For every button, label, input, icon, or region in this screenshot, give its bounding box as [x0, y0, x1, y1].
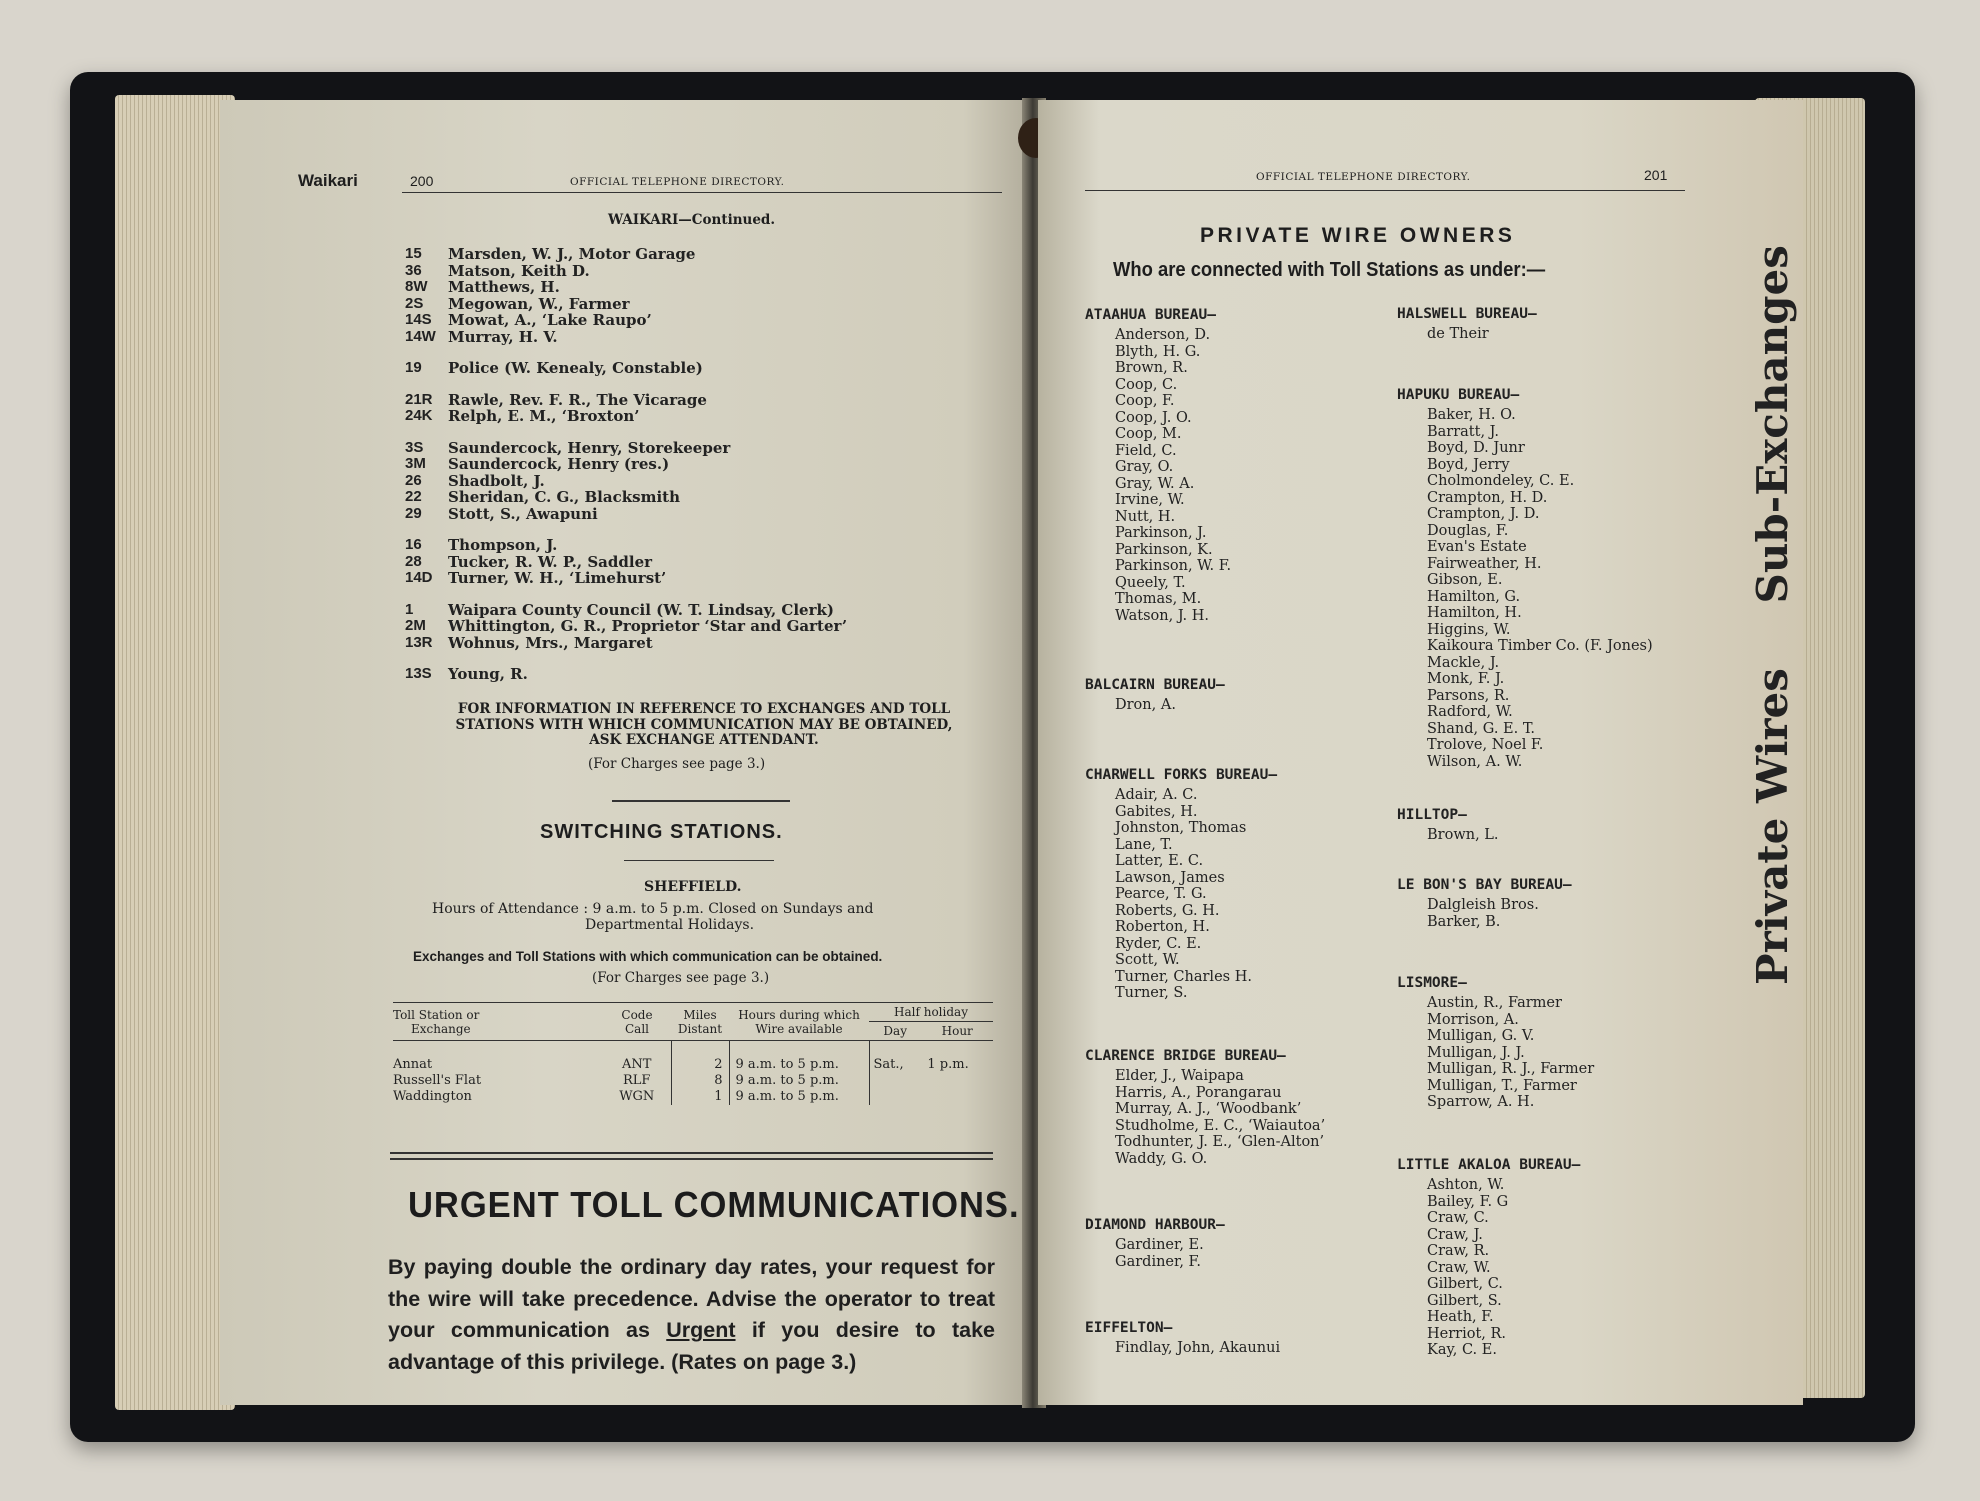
directory-entry — [405, 296, 847, 313]
bureau-member: Dalgleish Bros. — [1427, 897, 1539, 913]
directory-entry — [405, 506, 847, 523]
day-cell: Sat., — [869, 1041, 921, 1074]
bureau-member: Evan's Estate — [1427, 539, 1527, 555]
bureau-member: Radford, W. — [1427, 704, 1513, 720]
bureau-heading: ATAAHUA BUREAU— — [1085, 307, 1216, 323]
col-miles-line: Distant — [677, 1021, 723, 1036]
entry-number: 8W — [405, 278, 428, 295]
hours-cell: 9 a.m. to 5 p.m. — [729, 1041, 869, 1074]
left-page-edges — [115, 95, 235, 1410]
toll-station-table — [393, 1002, 993, 1105]
entry-number: 2M — [405, 617, 426, 634]
double-rule-bottom — [390, 1158, 993, 1160]
sheffield-hours: Hours of Attendance : 9 a.m. to 5 p.m. Closed on Sundays and — [432, 901, 874, 917]
code-cell: ANT — [622, 1057, 652, 1072]
bureau-member: Barratt, J. — [1427, 423, 1499, 440]
info-notice-line: STATIONS WITH WHICH COMMUNICATION MAY BE OBTAINED, — [455, 716, 953, 733]
bureau-member: Craw, R. — [1427, 1243, 1490, 1259]
bureau-member-list — [1427, 407, 1653, 770]
bureau-member: Latter, E. C. — [1115, 853, 1204, 869]
bureau-member: Queely, T. — [1115, 574, 1186, 591]
bureau-heading: CLARENCE BRIDGE BUREAU— — [1085, 1048, 1286, 1064]
bureau-member: Johnston, Thomas — [1115, 820, 1247, 836]
bureau-member: Coop, F. — [1115, 393, 1175, 409]
section-title: WAIKARI—Continued. — [608, 212, 776, 228]
bureau-member: Dron, A. — [1115, 697, 1176, 713]
bureau-member: Craw, C. — [1427, 1210, 1489, 1226]
entry-number: 21R — [405, 390, 433, 408]
bureau-member: Ryder, C. E. — [1115, 935, 1202, 952]
entry-name: Marsden, W. J., Motor Garage — [448, 245, 696, 263]
entry-number: 3M — [405, 455, 426, 472]
head-rule-right — [1085, 190, 1685, 191]
urgent-body — [388, 1252, 995, 1378]
entry-name: Shadbolt, J. — [448, 471, 545, 490]
entry-name: Matthews, H. — [448, 278, 560, 296]
bureau-member: Anderson, D. — [1115, 327, 1211, 343]
info-notice — [414, 702, 994, 749]
running-head-left: OFFICIAL TELEPHONE DIRECTORY. — [570, 176, 785, 188]
bureau-member: Austin, R., Farmer — [1427, 995, 1562, 1011]
bureau-member: Scott, W. — [1115, 952, 1180, 968]
bureau-member: Herriot, R. — [1427, 1325, 1507, 1342]
entry-name: Megowan, W., Farmer — [448, 294, 630, 313]
separator — [624, 860, 774, 861]
bureau-member: Gray, O. — [1115, 459, 1174, 475]
urgent-word: Urgent — [666, 1318, 736, 1342]
bureau-member: Gilbert, S. — [1427, 1292, 1502, 1309]
info-notice-line: FOR INFORMATION IN REFERENCE TO EXCHANGES AND TOLL — [457, 701, 951, 717]
entry-name: Matson, Keith D. — [448, 261, 590, 280]
bureau-member: Blyth, H. G. — [1115, 343, 1201, 360]
bureau-member: Harris, A., Porangarau — [1115, 1084, 1282, 1101]
bureau-member: Mulligan, J. J. — [1427, 1044, 1525, 1061]
entry-name: Stott, S., Awapuni — [448, 504, 598, 523]
bureau-member: Morrison, A. — [1427, 1011, 1519, 1028]
bureau-member: Coop, C. — [1115, 376, 1178, 393]
bureau-member: Sparrow, A. H. — [1427, 1094, 1535, 1110]
day-cell — [869, 1089, 921, 1105]
bureau-member: Irvine, W. — [1115, 492, 1185, 508]
bureau-member: Roberton, H. — [1115, 919, 1210, 935]
sheffield-title: SHEFFIELD. — [644, 879, 742, 895]
bureau-member: Boyd, D. Junr — [1427, 440, 1525, 456]
bureau-member: Lane, T. — [1115, 836, 1173, 853]
miles-cell: 1 — [671, 1089, 729, 1105]
side-tab-label — [1748, 245, 1797, 985]
private-wire-subtitle: Who are connected with Toll Stations as under:— — [1113, 259, 1546, 281]
entry-number: 26 — [405, 471, 422, 489]
bureau-member: Parsons, R. — [1427, 687, 1510, 704]
urgent-title: URGENT TOLL COMMUNICATIONS. — [408, 1184, 1020, 1225]
bureau-member: Watson, J. H. — [1115, 607, 1210, 624]
entry-name: Relph, E. M., ‘Broxton’ — [448, 407, 640, 425]
entry-number: 22 — [405, 488, 422, 505]
bureau-member: Roberts, G. H. — [1115, 902, 1220, 919]
entry-number: 14S — [405, 311, 432, 328]
bureau-member: Kaikoura Timber Co. (F. Jones) — [1427, 638, 1653, 654]
entry-gap — [405, 345, 847, 360]
bureau-member: Monk, F. J. — [1427, 671, 1505, 687]
miles-cell: 8 — [671, 1073, 729, 1089]
bureau-member: Coop, M. — [1115, 426, 1182, 442]
col-station-line: Exchange — [411, 1021, 471, 1036]
bureau-member: Studholme, E. C., ‘Waiautoa’ — [1115, 1117, 1326, 1134]
bureau-member: Gray, W. A. — [1115, 475, 1195, 492]
directory-entry — [405, 408, 847, 425]
entry-name: Sheridan, C. G., Blacksmith — [448, 488, 680, 506]
thumb-tab-label: Waikari — [298, 171, 358, 190]
info-notice-line: ASK EXCHANGE ATTENDANT. — [589, 732, 819, 748]
bureau-heading: DIAMOND HARBOUR— — [1085, 1217, 1225, 1233]
bureau-member: Cholmondeley, C. E. — [1427, 473, 1575, 489]
station-cell: Waddington — [393, 1089, 472, 1104]
bureau-heading: LISMORE— — [1397, 975, 1467, 991]
entry-gap — [405, 651, 847, 666]
urgent-body-text-2: if you desire to take advantage of this privilege. (Rates on page 3.) — [388, 1318, 995, 1374]
directory-entry — [405, 473, 847, 490]
urgent-body-text: By paying double the ordinary day rates, your request for the wire will take precedence. Advise the operator to treat your communication as — [388, 1255, 995, 1342]
bureau-member: Mulligan, T., Farmer — [1427, 1077, 1577, 1094]
hour-cell — [921, 1073, 993, 1089]
bureau-member: Bailey, F. G — [1427, 1193, 1509, 1210]
entry-number: 13S — [405, 665, 432, 682]
directory-entry — [405, 635, 847, 652]
entry-name: Saundercock, Henry (res.) — [448, 455, 670, 473]
directory-entry — [405, 246, 847, 263]
bureau-member: Boyd, Jerry — [1427, 456, 1510, 473]
entry-name: Young, R. — [448, 665, 528, 683]
directory-entries — [405, 246, 847, 683]
entry-gap — [405, 377, 847, 392]
col-code-line: Code — [621, 1007, 653, 1022]
bureau-member: Trolove, Noel F. — [1427, 737, 1544, 753]
bureau-member: Parkinson, W. F. — [1115, 558, 1232, 574]
entry-name: Mowat, A., ‘Lake Raupo’ — [448, 311, 652, 329]
bureau-member-list — [1427, 1177, 1508, 1359]
table-row — [393, 1089, 993, 1105]
col-code — [603, 1003, 671, 1041]
bureau-member: Mulligan, G. V. — [1427, 1028, 1535, 1044]
bureau-member: Brown, L. — [1427, 827, 1499, 843]
directory-entry — [405, 537, 847, 554]
hour-cell — [921, 1089, 993, 1105]
entry-name: Murray, H. V. — [448, 327, 558, 346]
bureau-member: Heath, F. — [1427, 1309, 1494, 1325]
bureau-member-list — [1115, 327, 1231, 624]
entry-number: 1 — [405, 600, 414, 618]
bureau-heading: CHARWELL FORKS BUREAU— — [1085, 767, 1278, 783]
bureau-member: Gilbert, C. — [1427, 1276, 1503, 1292]
bureau-member: Baker, H. O. — [1427, 407, 1516, 423]
entry-number: 3S — [405, 438, 424, 456]
bureau-member-list — [1427, 326, 1489, 343]
code-cell: WGN — [619, 1089, 655, 1104]
entry-gap — [405, 587, 847, 602]
bureau-member-list — [1115, 1340, 1280, 1357]
entry-number: 13R — [405, 633, 433, 651]
station-cell: Annat — [393, 1057, 433, 1072]
entry-number: 2S — [405, 294, 424, 312]
col-miles-line: Miles — [683, 1007, 717, 1022]
bureau-member: Gabites, H. — [1115, 803, 1198, 820]
station-cell: Russell's Flat — [393, 1073, 482, 1088]
entry-number: 14W — [405, 327, 436, 345]
col-day: Day — [869, 1022, 921, 1041]
page-number-left: 200 — [410, 173, 434, 189]
bureau-member-list — [1427, 995, 1594, 1111]
hour-cell: 1 p.m. — [927, 1057, 969, 1072]
entry-gap — [405, 522, 847, 537]
directory-entry — [405, 456, 847, 473]
page-number-right: 201 — [1644, 167, 1668, 183]
bureau-member: Gardiner, E. — [1115, 1237, 1204, 1253]
table-row — [393, 1073, 993, 1089]
miles-cell: 2 — [671, 1041, 729, 1074]
bureau-member: Craw, J. — [1427, 1226, 1483, 1243]
sheffield-hours-cont: Departmental Holidays. — [585, 917, 755, 933]
bureau-member: Nutt, H. — [1115, 508, 1176, 525]
bureau-member: Hamilton, G. — [1427, 588, 1521, 605]
switching-title: SWITCHING STATIONS. — [540, 821, 783, 843]
bureau-member: Adair, A. C. — [1115, 787, 1198, 803]
bureau-heading: HILLTOP— — [1397, 807, 1467, 823]
bureau-member: Elder, J., Waipapa — [1115, 1068, 1244, 1084]
directory-entry — [405, 279, 847, 296]
bureau-member: Douglas, F. — [1427, 522, 1509, 539]
bureau-member: Turner, S. — [1115, 985, 1188, 1001]
directory-entry — [405, 618, 847, 635]
bureau-member: Crampton, H. D. — [1427, 489, 1548, 506]
col-hours-line: Hours during which — [738, 1007, 860, 1022]
bureau-member: Parkinson, K. — [1115, 541, 1213, 558]
bureau-member: Coop, J. O. — [1115, 409, 1192, 426]
col-hours-line: Wire available — [755, 1021, 843, 1036]
entry-name: Rawle, Rev. F. R., The Vicarage — [448, 390, 707, 409]
directory-entry — [405, 570, 847, 587]
bureau-heading: EIFFELTON— — [1085, 1320, 1173, 1336]
bureau-member: Craw, W. — [1427, 1259, 1491, 1276]
entry-number: 28 — [405, 552, 422, 570]
bureau-member: Kay, C. E. — [1427, 1342, 1497, 1358]
right-page — [1038, 100, 1803, 1405]
bureau-heading: BALCAIRN BUREAU— — [1085, 677, 1225, 693]
bureau-member: Lawson, James — [1115, 869, 1225, 886]
bureau-member: Ashton, W. — [1427, 1177, 1505, 1193]
entry-name: Waipara County Council (W. T. Lindsay, Clerk) — [448, 600, 834, 619]
hours-cell: 9 a.m. to 5 p.m. — [729, 1089, 869, 1105]
bureau-member: Waddy, G. O. — [1115, 1150, 1208, 1167]
col-hours — [729, 1003, 869, 1041]
col-code-line: Call — [624, 1021, 649, 1036]
entry-number: 19 — [405, 359, 422, 376]
bureau-member: Thomas, M. — [1115, 591, 1202, 607]
side-tab-part2: Sub-Exchanges — [1748, 245, 1797, 604]
entry-name: Whittington, G. R., Proprietor ‘Star and Garter’ — [448, 617, 848, 635]
head-rule-left — [402, 192, 1002, 193]
directory-entry — [405, 392, 847, 409]
directory-entry — [405, 554, 847, 571]
entry-name: Saundercock, Henry, Storekeeper — [448, 438, 731, 457]
double-rule-top — [390, 1152, 993, 1154]
entry-number: 14D — [405, 569, 433, 586]
bureau-member: Wilson, A. W. — [1427, 753, 1523, 770]
directory-entry — [405, 360, 847, 377]
table-row — [393, 1041, 993, 1074]
col-half-holiday: Half holiday — [869, 1003, 993, 1022]
entry-number: 29 — [405, 504, 422, 522]
directory-entry — [405, 489, 847, 506]
exchanges-line: Exchanges and Toll Stations with which communication can be obtained. — [413, 949, 883, 964]
bureau-member-list — [1427, 827, 1499, 844]
code-cell: RLF — [623, 1073, 651, 1088]
bureau-heading: LITTLE AKALOA BUREAU— — [1397, 1157, 1581, 1173]
bureau-member: Field, C. — [1115, 442, 1177, 459]
directory-entry — [405, 666, 847, 683]
bureau-member: Brown, R. — [1115, 360, 1188, 376]
col-station — [393, 1003, 603, 1041]
entry-name: Police (W. Kenealy, Constable) — [448, 359, 703, 377]
bureau-member: Hamilton, H. — [1427, 605, 1522, 621]
bureau-member: Mackle, J. — [1427, 654, 1500, 671]
bureau-member-list — [1427, 897, 1539, 930]
bureau-member: Fairweather, H. — [1427, 555, 1542, 572]
bureau-member: Gibson, E. — [1427, 572, 1503, 588]
bureau-member-list — [1115, 1237, 1204, 1270]
private-wire-title: PRIVATE WIRE OWNERS — [1200, 224, 1516, 247]
directory-entry — [405, 602, 847, 619]
directory-entry — [405, 329, 847, 346]
col-hour: Hour — [921, 1022, 993, 1041]
col-miles — [671, 1003, 729, 1041]
bureau-member: Barker, B. — [1427, 913, 1501, 930]
toll-table-body — [393, 1041, 993, 1106]
directory-entry — [405, 440, 847, 457]
bureau-member-list — [1115, 787, 1252, 1002]
bureau-member: Higgins, W. — [1427, 621, 1511, 638]
entry-name: Turner, W. H., ‘Limehurst’ — [448, 569, 667, 587]
directory-entry — [405, 312, 847, 329]
bureau-member: Shand, G. E. T. — [1427, 720, 1535, 737]
entry-number: 15 — [405, 245, 422, 262]
entry-number: 16 — [405, 536, 422, 553]
bureau-member-list — [1115, 697, 1176, 714]
entry-name: Wohnus, Mrs., Margaret — [448, 633, 653, 652]
bureau-member: Todhunter, J. E., ‘Glen-Alton’ — [1115, 1134, 1325, 1150]
hours-cell: 9 a.m. to 5 p.m. — [729, 1073, 869, 1089]
bureau-heading: LE BON'S BAY BUREAU— — [1397, 877, 1572, 893]
day-cell — [869, 1073, 921, 1089]
bureau-member: Murray, A. J., ‘Woodbank’ — [1115, 1101, 1302, 1117]
entry-number: 24K — [405, 407, 433, 424]
bureau-member: Mulligan, R. J., Farmer — [1427, 1061, 1595, 1077]
bureau-member: de Their — [1427, 326, 1489, 342]
bureau-member: Crampton, J. D. — [1427, 506, 1540, 522]
directory-entry — [405, 263, 847, 280]
bureau-heading: HAPUKU BUREAU— — [1397, 387, 1520, 403]
bureau-member: Parkinson, J. — [1115, 525, 1207, 541]
bureau-member: Gardiner, F. — [1115, 1253, 1201, 1270]
entry-name: Tucker, R. W. P., Saddler — [448, 552, 653, 571]
separator — [612, 800, 790, 802]
entry-name: Thompson, J. — [448, 536, 558, 554]
bureau-member: Findlay, John, Akaunui — [1115, 1340, 1281, 1356]
charges-note: (For Charges see page 3.) — [588, 756, 766, 772]
entry-number: 36 — [405, 261, 422, 279]
bureau-member-list — [1115, 1068, 1325, 1167]
charges-note-2: (For Charges see page 3.) — [592, 970, 770, 986]
col-station-line: Toll Station or — [393, 1007, 480, 1022]
bureau-heading: HALSWELL BUREAU— — [1397, 306, 1537, 322]
bureau-member: Turner, Charles H. — [1115, 968, 1252, 985]
entry-gap — [405, 425, 847, 440]
side-tab-part1: Private Wires — [1748, 668, 1797, 985]
bureau-member: Pearce, T. G. — [1115, 886, 1207, 902]
running-head-right: OFFICIAL TELEPHONE DIRECTORY. — [1256, 171, 1471, 183]
